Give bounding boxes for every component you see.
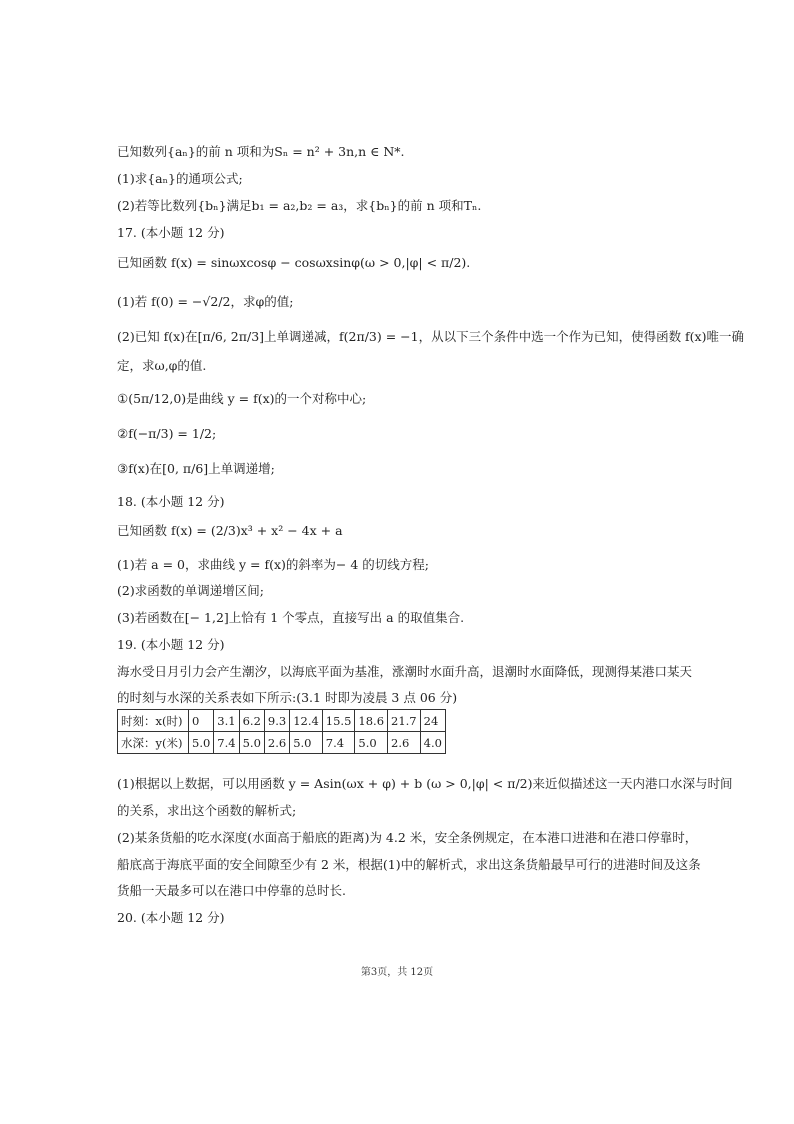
table-cell: 24 — [420, 710, 445, 732]
table-cell: 5.0 — [189, 732, 214, 754]
problem-19-heading: 19. (本小题 12 分) — [117, 637, 225, 652]
problem-19-part-1: (1)根据以上数据，可以用函数 y = Asin(ωx + φ) + b (ω > 0,|φ| < π/2)来近似描述这一天内港口水深与时间 — [117, 776, 733, 791]
seq-part-2: (2)若等比数列{bₙ}满足b₁ = a₂,b₂ = a₃，求{bₙ}的前 n 项和Tₙ. — [117, 198, 482, 213]
problem-17-stem: 已知函数 f(x) = sinωxcosφ − cosωxsinφ(ω > 0,|φ| < π/2). — [117, 255, 471, 270]
table-cell: 5.0 — [355, 732, 388, 754]
problem-19-part-1-cont: 的关系，求出这个函数的解析式; — [117, 803, 297, 818]
problem-20-heading: 20. (本小题 12 分) — [117, 910, 225, 925]
table-cell: 9.3 — [264, 710, 289, 732]
table-cell: 5.0 — [239, 732, 264, 754]
condition-3: ③f(x)在[0, π/6]上单调递增; — [117, 461, 275, 476]
problem-18-heading: 18. (本小题 12 分) — [117, 494, 225, 509]
table-cell: 水深：y(米) — [118, 732, 189, 754]
table-cell: 12.4 — [290, 710, 323, 732]
table-cell: 2.6 — [388, 732, 421, 754]
table-cell: 7.4 — [214, 732, 239, 754]
table-cell: 15.5 — [322, 710, 355, 732]
table-cell: 时刻：x(时) — [118, 710, 189, 732]
problem-17-part-2-cont: 定，求ω,φ的值. — [117, 358, 207, 373]
problem-19-part-2: (2)某条货船的吃水深度(水面高于船底的距离)为 4.2 米，安全条例规定，在本港口进港和在港口停靠时， — [117, 830, 698, 845]
table-cell: 5.0 — [290, 732, 323, 754]
seq-part-1: (1)求{aₙ}的通项公式; — [117, 171, 243, 186]
problem-17-heading: 17. (本小题 12 分) — [117, 225, 225, 240]
problem-19-part-2-cont: 船底高于海底平面的安全间隙至少有 2 米，根据(1)中的解析式，求出这条货船最早可行的进港时间及这条 — [117, 857, 701, 872]
problem-17-part-2: (2)已知 f(x)在[π/6, 2π/3]上单调递减，f(2π/3) = −1，从以下三个条件中选一个作为已知，使得函数 f(x)唯一确 — [117, 329, 744, 344]
table-cell: 18.6 — [355, 710, 388, 732]
problem-19-part-2-end: 货船一天最多可以在港口中停靠的总时长. — [117, 883, 346, 898]
problem-18-part-1: (1)若 a = 0，求曲线 y = f(x)的斜率为− 4 的切线方程; — [117, 557, 429, 572]
page-number: 第3页，共 12页 — [360, 967, 434, 978]
tide-table — [117, 709, 446, 754]
table-row — [118, 710, 446, 732]
seq-intro: 已知数列{aₙ}的前 n 项和为Sₙ = n² + 3n,n ∈ N*. — [117, 144, 405, 159]
problem-19-stem-cont: 的时刻与水深的关系表如下所示:(3.1 时即为凌晨 3 点 06 分) — [117, 690, 458, 705]
table-cell: 3.1 — [214, 710, 239, 732]
table-cell: 4.0 — [420, 732, 445, 754]
problem-18-stem: 已知函数 f(x) = (2/3)x³ + x² − 4x + a — [117, 523, 343, 538]
table-cell: 21.7 — [388, 710, 421, 732]
table-cell: 6.2 — [239, 710, 264, 732]
problem-18-part-2: (2)求函数的单调递增区间; — [117, 583, 264, 598]
table-row — [118, 732, 446, 754]
table-cell: 0 — [189, 710, 214, 732]
problem-18-part-3: (3)若函数在[− 1,2]上恰有 1 个零点，直接写出 a 的取值集合. — [117, 610, 465, 625]
table-cell: 7.4 — [322, 732, 355, 754]
condition-2: ②f(−π/3) = 1/2; — [117, 426, 217, 441]
condition-1: ①(5π/12,0)是曲线 y = f(x)的一个对称中心; — [117, 391, 367, 406]
problem-19-stem: 海水受日月引力会产生潮汐，以海底平面为基准，涨潮时水面升高，退潮时水面降低，现测得某港口某天 — [117, 664, 693, 679]
table-cell: 2.6 — [264, 732, 289, 754]
problem-17-part-1: (1)若 f(0) = −√2/2，求φ的值; — [117, 294, 294, 309]
